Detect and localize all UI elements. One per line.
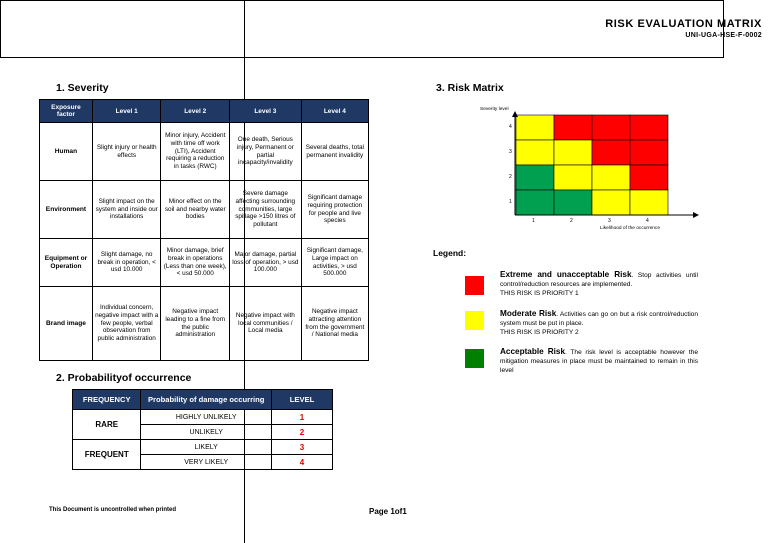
table-cell: Slight impact on the system and inside our installations bbox=[92, 181, 161, 239]
exposure-factor: Human bbox=[40, 123, 93, 181]
x-axis-arrow bbox=[693, 212, 699, 218]
legend-swatch-green bbox=[465, 349, 484, 368]
table-row bbox=[40, 287, 369, 361]
table-cell: Significant damage requiring protection for people and live species bbox=[301, 181, 368, 239]
legend-text: . Stop activities until control/reduction resources are implemented. bbox=[500, 272, 698, 288]
risk-cell-red bbox=[592, 140, 630, 165]
table-cell: Negative impact attracting attention from the government / National media bbox=[301, 287, 368, 361]
y-tick-label: 4 bbox=[509, 124, 512, 130]
table-cell: Minor effect on the soil and nearby water bodies bbox=[161, 181, 230, 239]
risk-matrix-heading: 3. Risk Matrix bbox=[436, 82, 504, 94]
risk-matrix-chart bbox=[470, 98, 700, 238]
document-title: RISK EVALUATION MATRIX bbox=[605, 18, 762, 30]
risk-cell-yellow bbox=[592, 190, 630, 215]
legend-priority: THIS RISK IS PRIORITY 2 bbox=[500, 328, 579, 336]
risk-cell-yellow bbox=[554, 165, 592, 190]
frequency-group: RARE bbox=[73, 410, 141, 440]
table-row bbox=[40, 123, 369, 181]
table-cell: Individual concern, negative impact with a few people, verbal observation from public administration bbox=[92, 287, 161, 361]
table-row bbox=[40, 239, 369, 287]
table-cell: Minor injury, Accident with time off work (LTI), Accident requiring a reduction in tasks (RWC) bbox=[161, 123, 230, 181]
y-tick-label: 3 bbox=[509, 149, 512, 155]
table-cell: Minor damage, brief break in operations (Less than one week), < usd 50.000 bbox=[161, 239, 230, 287]
legend-item-moderate bbox=[500, 309, 698, 337]
severity-col-header: Level 3 bbox=[229, 100, 301, 123]
page-number: Page 1of1 bbox=[369, 507, 407, 516]
risk-cell-yellow bbox=[630, 190, 668, 215]
risk-cell-green bbox=[554, 190, 592, 215]
legend-item-extreme bbox=[500, 270, 698, 298]
table-cell: Negative impact with local communities / Local media bbox=[229, 287, 301, 361]
table-cell: Slight injury or health effects bbox=[92, 123, 161, 181]
x-axis-label: Likelihood of the occurrence bbox=[600, 226, 660, 231]
table-row bbox=[73, 440, 333, 455]
table-cell: Severe damage affecting surrounding communities, large spillage >150 litres of pollutant bbox=[229, 181, 301, 239]
legend-title: Acceptable Risk bbox=[500, 347, 566, 356]
table-cell: Negative impact leading to a fine from the public administration bbox=[161, 287, 230, 361]
probability-level: 4 bbox=[271, 455, 332, 470]
severity-col-header: Level 4 bbox=[301, 100, 368, 123]
probability-col-header: FREQUENCY bbox=[73, 390, 141, 410]
legend-title: Extreme and unacceptable Risk bbox=[500, 270, 632, 279]
risk-cell-yellow bbox=[516, 140, 554, 165]
table-cell: One death, Serious injury, Permanent or partial incapacity/invalidity bbox=[229, 123, 301, 181]
risk-cell-green bbox=[516, 165, 554, 190]
risk-cell-yellow bbox=[516, 115, 554, 140]
severity-table bbox=[39, 99, 369, 361]
severity-col-header: Exposure factor bbox=[40, 100, 93, 123]
risk-cell-red bbox=[630, 115, 668, 140]
severity-col-header: Level 1 bbox=[92, 100, 161, 123]
frequency-group: FREQUENT bbox=[73, 440, 141, 470]
y-tick-label: 1 bbox=[509, 199, 512, 205]
table-row bbox=[40, 181, 369, 239]
x-tick-label: 1 bbox=[532, 218, 535, 224]
probability-table bbox=[72, 389, 333, 470]
probability-level: 1 bbox=[271, 410, 332, 425]
table-row bbox=[73, 410, 333, 425]
risk-cell-red bbox=[630, 140, 668, 165]
legend-swatch-red bbox=[465, 276, 484, 295]
legend-item-acceptable bbox=[500, 347, 698, 375]
legend-text: . The risk level is acceptable however the mitigation measures in place must be maintained to remain in this level bbox=[500, 349, 698, 374]
exposure-factor: Equipment or Operation bbox=[40, 239, 93, 287]
y-tick-label: 2 bbox=[509, 174, 512, 180]
exposure-factor: Environment bbox=[40, 181, 93, 239]
risk-cell-yellow bbox=[554, 140, 592, 165]
x-tick-label: 2 bbox=[570, 218, 573, 224]
exposure-factor: Brand image bbox=[40, 287, 93, 361]
probability-label: VERY LIKELY bbox=[141, 455, 272, 470]
table-cell: Significant damage, Large impact on activities, > usd 500.000 bbox=[301, 239, 368, 287]
risk-cell-red bbox=[592, 115, 630, 140]
risk-cell-green bbox=[516, 190, 554, 215]
y-axis-label: Severity level bbox=[480, 107, 509, 112]
legend-text: . Activities can go on but a risk control/reduction system must be put in place. bbox=[500, 311, 698, 327]
probability-level: 2 bbox=[271, 425, 332, 440]
probability-col-header: LEVEL bbox=[271, 390, 332, 410]
risk-cell-red bbox=[554, 115, 592, 140]
footer-note: This Document is uncontrolled when printed bbox=[49, 507, 177, 513]
legend-heading: Legend: bbox=[433, 248, 467, 258]
x-tick-label: 3 bbox=[608, 218, 611, 224]
document-code: UNI-UGA-HSE-F-0002 bbox=[685, 32, 762, 39]
probability-level: 3 bbox=[271, 440, 332, 455]
legend-priority: THIS RISK IS PRIORITY 1 bbox=[500, 289, 579, 297]
risk-cell-yellow bbox=[592, 165, 630, 190]
table-cell: Slight damage, no break in operation, < usd 10.000 bbox=[92, 239, 161, 287]
severity-col-header: Level 2 bbox=[161, 100, 230, 123]
probability-label: UNLIKELY bbox=[141, 425, 272, 440]
probability-heading: 2. Probabilityof occurrence bbox=[56, 372, 192, 384]
probability-label: HIGHLY UNLIKELY bbox=[141, 410, 272, 425]
table-cell: Major damage, partial loss of operation, > usd 100.000 bbox=[229, 239, 301, 287]
legend-swatch-yellow bbox=[465, 311, 484, 330]
x-tick-label: 4 bbox=[646, 218, 649, 224]
legend-title: Moderate Risk bbox=[500, 309, 557, 318]
y-axis-arrow bbox=[512, 111, 518, 117]
document-header bbox=[0, 0, 762, 58]
severity-heading: 1. Severity bbox=[56, 82, 109, 94]
probability-label: LIKELY bbox=[141, 440, 272, 455]
table-cell: Several deaths, total permanent invalidity bbox=[301, 123, 368, 181]
probability-col-header: Probability of damage occurring bbox=[141, 390, 272, 410]
risk-cell-red bbox=[630, 165, 668, 190]
